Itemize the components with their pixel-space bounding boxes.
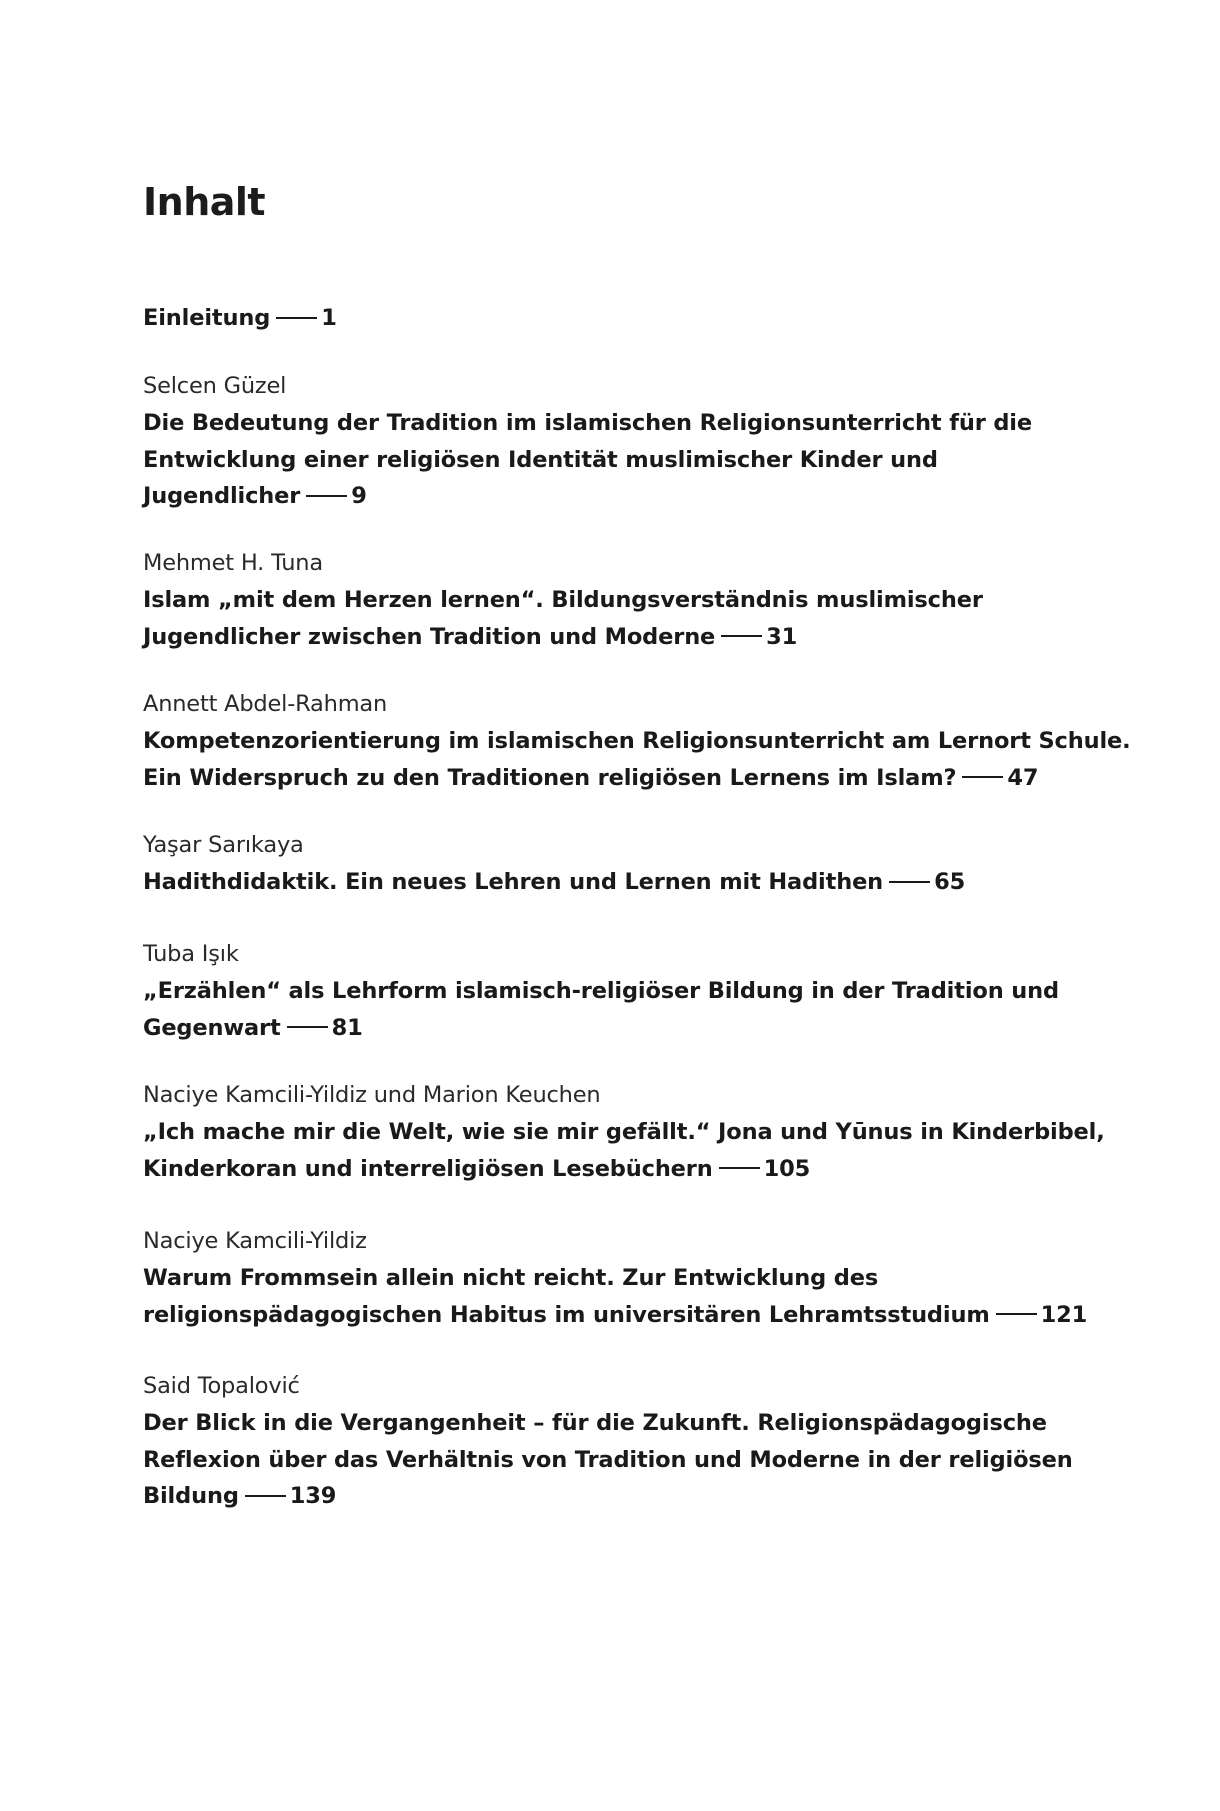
toc-leader-dash: [889, 881, 930, 883]
toc-entry-title-line: Der Blick in die Vergangenheit – für die Zukunft. Religionspädagogische: [143, 1410, 1047, 1436]
toc-entry-author: Naciye Kamcili-Yildiz und Marion Keuchen: [143, 1082, 601, 1108]
toc-page-number: 81: [331, 1014, 363, 1041]
toc-entry-title-line: Entwicklung einer religiösen Identität muslimischer Kinder und: [143, 446, 938, 473]
toc-entry-title-line: Ein Widerspruch zu den Traditionen religiösen Lernens im Islam? 47: [143, 764, 1039, 791]
toc-entry-title-line: „Erzählen“ als Lehrform islamisch-religiöser Bildung in der Tradition und: [143, 978, 1059, 1004]
toc-entry[interactable]: [143, 545, 1103, 655]
toc-page-number: 65: [934, 869, 966, 895]
toc-page-number: 9: [351, 483, 367, 509]
toc-entry-title-line: Gegenwart 81: [143, 1014, 363, 1041]
toc-entry[interactable]: [143, 368, 1103, 515]
toc-entry-author: Selcen Güzel: [143, 373, 287, 399]
toc-entry-title-line: Hadithdidaktik. Ein neues Lehren und Lernen mit Hadithen 65: [143, 869, 966, 895]
toc-page-number: 1: [321, 305, 337, 331]
toc-entry-title: [143, 1260, 1103, 1333]
toc-entry-title: [143, 864, 1103, 901]
toc-entry-title: [143, 1405, 1103, 1515]
toc-entry-author: Annett Abdel-Rahman: [143, 691, 388, 717]
toc-page-number: 139: [289, 1483, 337, 1509]
toc-page-number: 121: [1040, 1301, 1088, 1328]
toc-entry-author: Mehmet H. Tuna: [143, 550, 323, 576]
toc-entry-title-line: Bildung 139: [143, 1483, 337, 1509]
toc-entry-author: Yaşar Sarıkaya: [143, 832, 304, 858]
toc-entry-title: [143, 300, 1103, 337]
toc-entry-title-line: Jugendlicher zwischen Tradition und Moderne 31: [143, 623, 798, 650]
toc-leader-dash: [306, 495, 347, 497]
toc-entry-author: Said Topalović: [143, 1373, 300, 1399]
toc-entry-title: [143, 973, 1103, 1046]
toc-entry-title-line: Einleitung 1: [143, 305, 337, 331]
toc-entry-title: [143, 723, 1131, 796]
toc-entry-author: Tuba Işık: [143, 941, 239, 967]
toc-entry-title-line: Jugendlicher 9: [143, 483, 367, 509]
toc-leader-dash: [962, 776, 1003, 778]
toc-entry-title: [143, 1114, 1103, 1187]
toc-leader-dash: [719, 1167, 760, 1169]
toc-page-number: 47: [1007, 764, 1039, 791]
toc-entry-title-line: „Ich mache mir die Welt, wie sie mir gefällt.“ Jona und Yūnus in Kinderbibel,: [143, 1119, 1105, 1145]
toc-entry[interactable]: [143, 686, 1131, 796]
page-title: Inhalt: [143, 180, 266, 224]
toc-entry-introduction[interactable]: [143, 300, 1103, 337]
toc-leader-dash: [287, 1026, 328, 1028]
toc-leader-dash: [276, 317, 317, 319]
toc-entry[interactable]: [143, 1077, 1103, 1187]
toc-entry-title-line: Islam „mit dem Herzen lernen“. Bildungsverständnis muslimischer: [143, 587, 983, 613]
toc-entry-author: Naciye Kamcili-Yildiz: [143, 1228, 367, 1254]
toc-entry[interactable]: [143, 827, 1103, 901]
toc-leader-dash: [996, 1313, 1037, 1315]
toc-entry[interactable]: [143, 1223, 1103, 1333]
toc-entry-title-line: religionspädagogischen Habitus im universitären Lehramtsstudium 121: [143, 1301, 1088, 1328]
toc-page-number: 31: [766, 623, 798, 650]
toc-leader-dash: [721, 635, 762, 637]
toc-entry-title-line: Reflexion über das Verhältnis von Tradition und Moderne in der religiösen: [143, 1446, 1073, 1473]
toc-leader-dash: [245, 1495, 286, 1497]
toc-entry-title-line: Warum Frommsein allein nicht reicht. Zur Entwicklung des: [143, 1265, 879, 1291]
toc-entry-title-line: Die Bedeutung der Tradition im islamischen Religionsunterricht für die: [143, 410, 1032, 436]
toc-entry[interactable]: [143, 1368, 1103, 1515]
toc-entry-title: [143, 405, 1103, 515]
toc-page-number: 105: [763, 1155, 811, 1182]
toc-entry-title: [143, 582, 1103, 655]
toc-entry[interactable]: [143, 936, 1103, 1046]
toc-entry-title-line: Kinderkoran und interreligiösen Lesebüchern 105: [143, 1155, 811, 1182]
toc-entry-title-line: Kompetenzorientierung im islamischen Religionsunterricht am Lernort Schule.: [143, 728, 1131, 754]
